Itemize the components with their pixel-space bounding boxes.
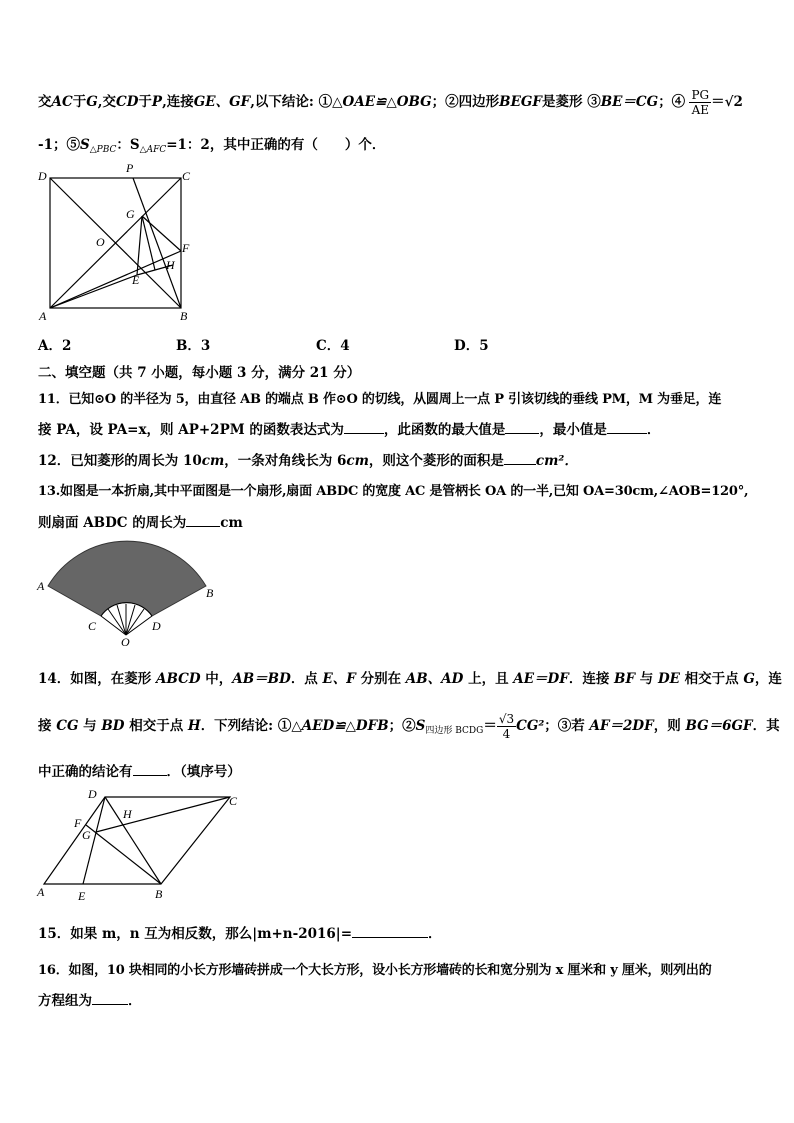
q13-fan-figure	[36, 538, 221, 650]
q14-line1: 14．如图，在菱形 ABCD 中，AB＝BD．点 E、F 分别在 AB、AD 上，且 AE＝DF．连接 BF 与 DE 相交于点 G，连	[38, 671, 782, 687]
q14-label-D: D	[88, 787, 97, 801]
q16-blank[interactable]	[92, 993, 128, 1005]
q10-label-O: O	[96, 235, 105, 249]
q11-line2: 接 PA，设 PA=x，则 AP+2PM 的函数表达式为 ，此函数的最大值是 ，最小值是 ．	[38, 422, 661, 438]
q10-label-G: G	[126, 207, 135, 221]
q14-blank[interactable]	[133, 764, 167, 776]
q10-label-C: C	[182, 169, 191, 183]
q10-option-c[interactable]: C．4	[316, 338, 350, 354]
q10-label-B: B	[180, 309, 188, 323]
q11-line1: 11．已知⊙O 的半径为 5，由直径 AB 的端点 B 作⊙O 的切线，从圆周上一点 P 引该切线的垂线 PM，M 为垂足，连	[38, 392, 722, 407]
q13-blank[interactable]	[186, 515, 220, 527]
q14-fraction: $\frac{√3}{4}$	[498, 712, 515, 741]
q13-label-A: A	[37, 579, 45, 593]
q14-line3: 中正确的结论有 ．（填序号）	[38, 764, 241, 780]
q16-line2: 方程组为 ．	[38, 993, 142, 1009]
q14-label-C: C	[229, 794, 238, 808]
q10-option-d[interactable]: D．5	[454, 338, 489, 354]
q13-label-O: O	[121, 635, 130, 649]
q15-line: 15．如果 m，n 互为相反数，那么|m+n-2016|= ．	[38, 926, 442, 942]
q13-line1: 13.如图是一本折扇,其中平面图是一个扇形,扇面 ABDC 的宽度 AC 是管柄长 OA 的一半,已知 OA=30cm,∠AOB=120°,	[38, 484, 749, 499]
q10-label-E: E	[132, 273, 140, 287]
q14-label-F: F	[74, 816, 82, 830]
q12-line: 12．已知菱形的周长为 10cm，一条对角线长为 6cm，则这个菱形的面积是 cm²．	[38, 453, 578, 469]
q14-label-B: B	[155, 887, 163, 901]
q16-line1: 16．如图，10 块相同的小长方形墙砖拼成一个大长方形，设小长方形墙砖的长和宽分别为 x 厘米和 y 厘米，则列出的	[38, 963, 712, 978]
q14-line2: 接 CG 与 BD 相交于点 H．下列结论: ①△AED≌△DFB；$②S_{四边形 BCDG}=$ $\frac{√3}{4}$ CG²；③若 AF＝2DF，则 BG＝6GF．其	[38, 712, 780, 741]
q15-blank[interactable]	[352, 926, 428, 938]
q12-blank[interactable]	[504, 453, 536, 465]
q14-label-A: A	[37, 885, 45, 899]
q13-label-D: D	[152, 619, 161, 633]
q14-label-E: E	[78, 889, 86, 902]
q10-label-A: A	[39, 309, 47, 323]
q13-label-B: B	[206, 586, 214, 600]
q10-line1: 交AC于G,交CD于P,连接GE、GF,以下结论: ①△OAE≌△OBG；②四边形BEGF是菱形 ③BE＝CG；④ $\frac{PG}{AE}$ ＝√2	[38, 88, 743, 117]
q10-option-a[interactable]: A．2	[38, 338, 72, 354]
q10-label-H: H	[166, 258, 175, 272]
q11-blank-3[interactable]	[607, 422, 647, 434]
section-heading: 二、填空题（共 7 小题，每小题 3 分，满分 21 分）	[38, 365, 361, 381]
q13-label-C: C	[88, 619, 97, 633]
q10-fraction: $\frac{PG}{AE}$	[691, 88, 710, 117]
q10-square-figure	[30, 158, 200, 323]
q13-line2: 则扇面 ABDC 的周长为 cm	[38, 515, 243, 531]
q11-blank-1[interactable]	[344, 422, 384, 434]
q10-label-F: F	[182, 241, 190, 255]
q10-option-b[interactable]: B．3	[176, 338, 211, 354]
q10-line2: -1；$⑤S_{\triangle PBC}$：$S_{\triangle AFC}=1$：2，其中正确的有（ ）个．	[38, 137, 386, 155]
q10-label-D: D	[38, 169, 47, 183]
q14-label-H: H	[123, 807, 132, 821]
q11-blank-2[interactable]	[505, 422, 539, 434]
q14-label-G: G	[82, 828, 91, 842]
q10-label-P: P	[126, 161, 134, 175]
q14-rhombus-figure	[30, 784, 245, 902]
